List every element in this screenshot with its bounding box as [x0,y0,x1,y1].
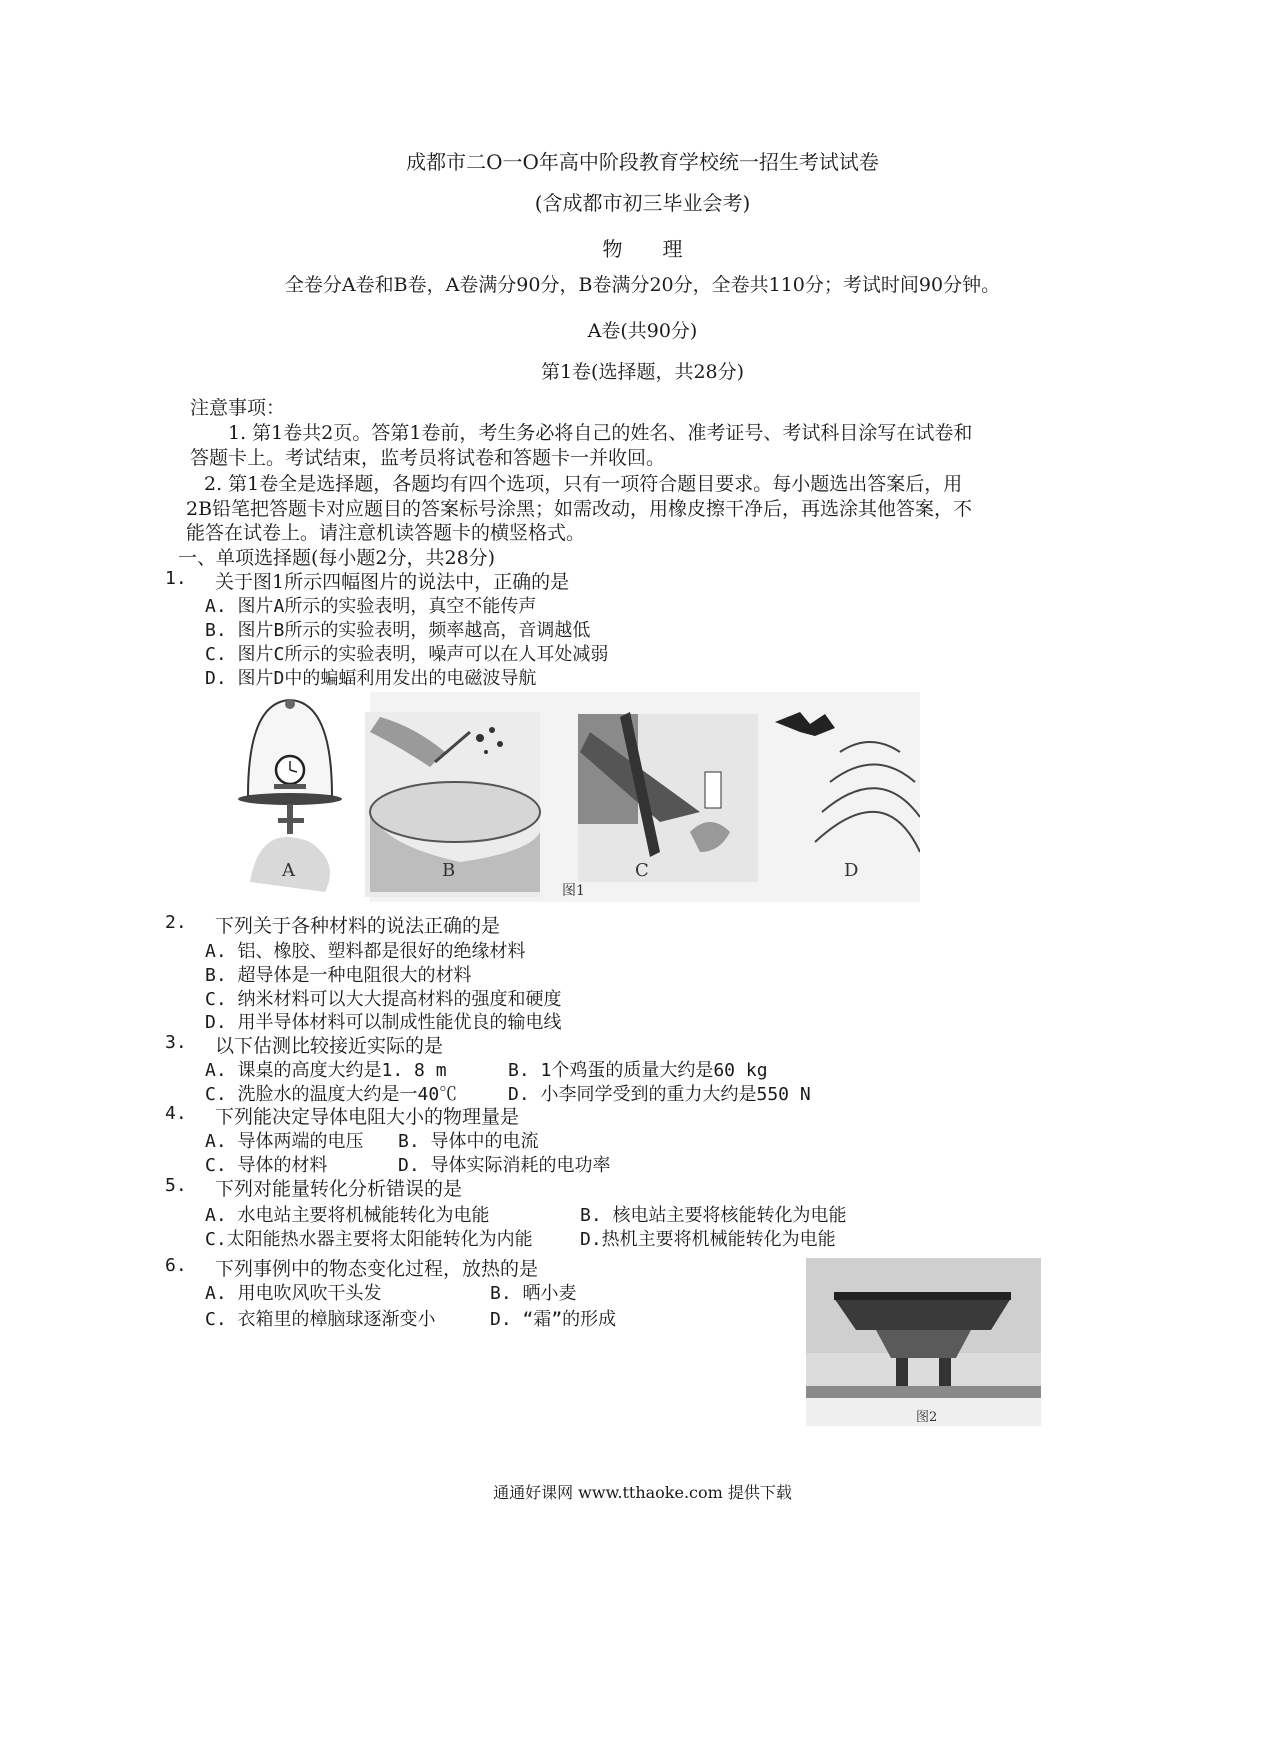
figure-1-label-a: A [282,860,295,881]
q6-option-d: D. “霜”的形成 [490,1309,617,1330]
section-heading: 一、单项选择题(每小题2分，共28分) [178,547,496,569]
q5-option-c: C.太阳能热水器主要将太阳能转化为内能 [205,1229,533,1250]
q4-option-c: C. 导体的材料 [205,1155,328,1176]
q6-option-a: A. 用电吹风吹干头发 [205,1283,382,1304]
q3-option-b: B. 1个鸡蛋的质量大约是60 kg [508,1060,768,1081]
figure-1 [230,692,920,902]
q3-number: 3. [165,1032,187,1053]
q3-option-d: D. 小李同学受到的重力大约是550 N [508,1084,811,1105]
q5-number: 5. [165,1175,187,1196]
q6-number: 6. [165,1255,187,1276]
q1-number: 1. [165,568,187,589]
figure-1-illustration [230,692,920,902]
q1-stem: 关于图1所示四幅图片的说法中，正确的是 [215,571,570,593]
figure-1-label-b: B [442,860,456,881]
q6-option-c: C. 衣箱里的樟脑球逐渐变小 [205,1309,436,1330]
q4-stem: 下列能决定导体电阻大小的物理量是 [215,1106,520,1128]
notice-item2-line1: 2. 第1卷全是选择题，各题均有四个选项，只有一项符合题目要求。每小题选出答案后，用 [204,473,963,495]
q5-option-b: B. 核电站主要将核能转化为电能 [580,1205,847,1226]
notice-item2-line3: 能答在试卷上。请注意机读答题卡的横竖格式。 [186,522,586,544]
q4-number: 4. [165,1103,187,1124]
notice-item1-line2: 答题卡上。考试结束，监考员将试卷和答题卡一并收回。 [190,447,666,469]
q5-option-d: D.热机主要将机械能转化为电能 [580,1229,836,1250]
q2-option-c: C. 纳米材料可以大大提高材料的强度和硬度 [205,989,562,1010]
part1-heading: 第1卷(选择题，共28分) [540,361,745,383]
q1-option-d: D. 图片D中的蝙蝠利用发出的电磁波导航 [205,668,537,689]
q5-option-a: A. 水电站主要将机械能转化为电能 [205,1205,490,1226]
q2-stem: 下列关于各种材料的说法正确的是 [215,915,501,937]
q6-stem: 下列事例中的物态变化过程，放热的是 [215,1258,539,1280]
q1-option-c: C. 图片C所示的实验表明，噪声可以在人耳处减弱 [205,644,609,665]
volume-a-heading: A卷(共90分) [587,320,698,342]
exam-subtitle: (含成都市初三毕业会考) [534,191,751,215]
figure-1-label-d: D [844,860,859,881]
score-info: 全卷分A卷和B卷，A卷满分90分，B卷满分20分，全卷共110分；考试时间90分钟。 [284,274,1001,296]
notice-item2-line2: 2B铅笔把答题卡对应题目的答案标号涂黑；如需改动，用橡皮擦干净后，再选涂其他答案，不 [186,498,973,520]
q3-stem: 以下估测比较接近实际的是 [215,1035,444,1057]
figure-2-caption: 图2 [916,1410,938,1425]
figure-1-caption: 图1 [562,883,585,899]
q2-option-d: D. 用半导体材料可以制成性能优良的输电线 [205,1012,562,1033]
notice-heading: 注意事项： [190,397,286,419]
figure-1-label-c: C [635,860,649,881]
card-comb-image [578,712,758,882]
q3-option-c: C. 洗脸水的温度大约是一40℃ [205,1084,458,1105]
q4-option-a: A. 导体两端的电压 [205,1131,364,1152]
notice-item1-line1: 1. 第1卷共2页。答第1卷前，考生务必将自己的姓名、准考证号、考试科目涂写在试卷和 [228,422,973,444]
exam-title: 成都市二O一O年高中阶段教育学校统一招生考试试卷 [406,150,879,174]
q4-option-b: B. 导体中的电流 [398,1131,539,1152]
q5-stem: 下列对能量转化分析错误的是 [215,1178,463,1200]
q3-option-a: A. 课桌的高度大约是1. 8 m [205,1060,447,1081]
china-pavilion-image [806,1258,1041,1426]
q2-option-a: A. 铝、橡胶、塑料都是很好的绝缘材料 [205,941,526,962]
q1-option-b: B. 图片B所示的实验表明，频率越高，音调越低 [205,620,591,641]
q4-option-d: D. 导体实际消耗的电功率 [398,1155,611,1176]
figure-2 [806,1258,1041,1426]
q2-option-b: B. 超导体是一种电阻很大的材料 [205,965,472,986]
q2-number: 2. [165,912,187,933]
q1-option-a: A. 图片A所示的实验表明，真空不能传声 [205,596,537,617]
subject-title: 物 理 [602,237,683,261]
q6-option-b: B. 晒小麦 [490,1283,577,1304]
footer-text: 通通好课网 www.tthaoke.com 提供下载 [493,1483,792,1502]
